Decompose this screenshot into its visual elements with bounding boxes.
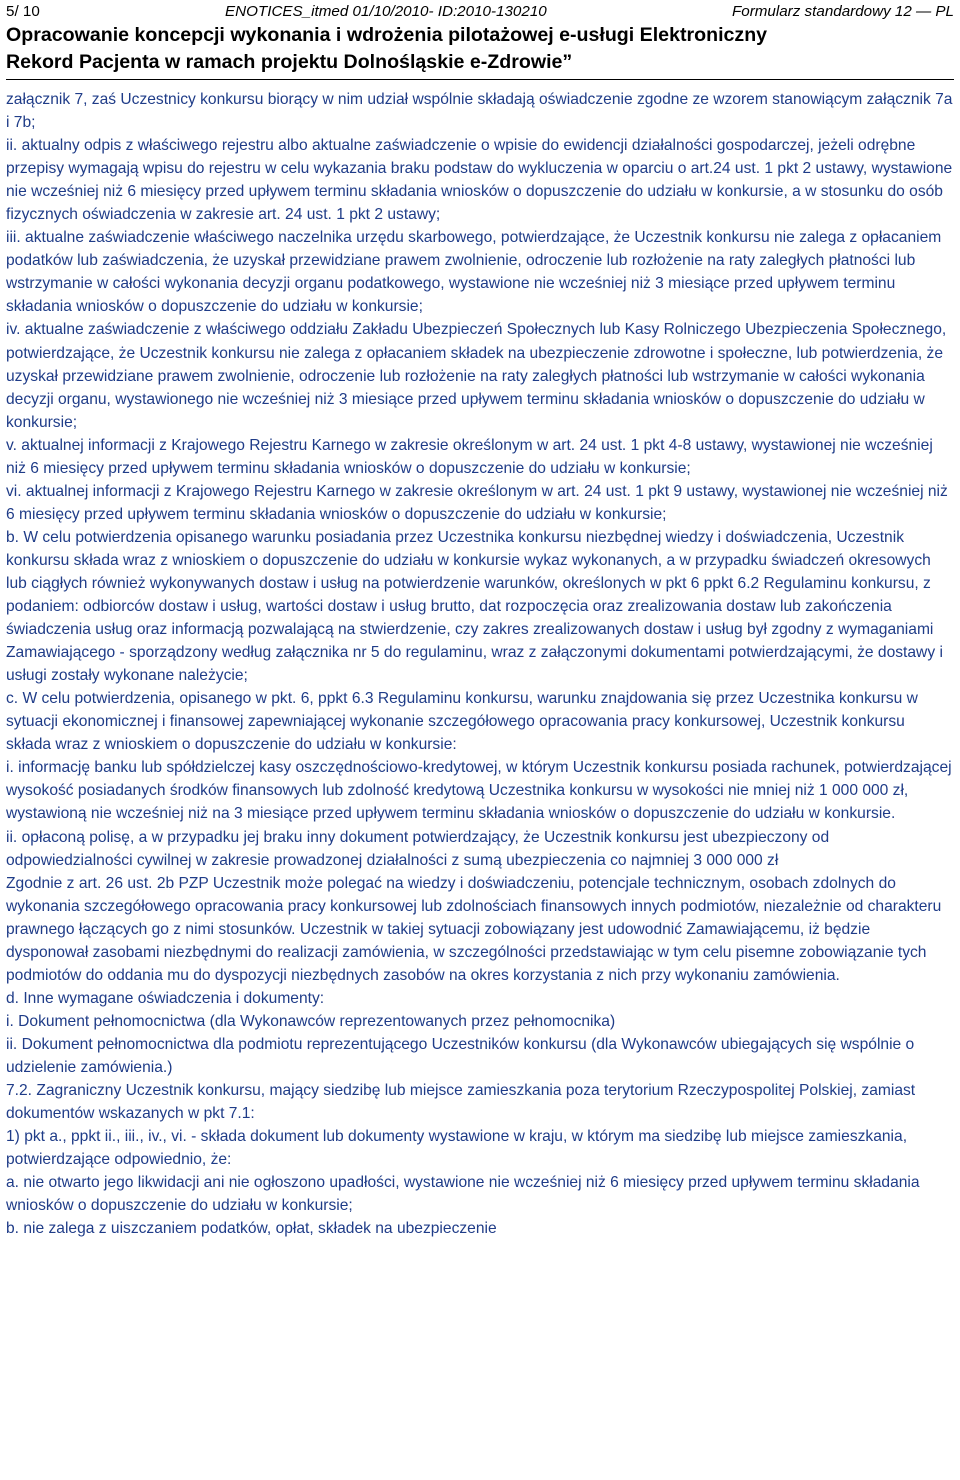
notice-id: ENOTICES_itmed 01/10/2010- ID:2010-130210: [225, 2, 547, 20]
header-divider: [6, 79, 954, 80]
paragraph: ii. opłaconą polisę, a w przypadku jej braku inny dokument potwierdzający, że Uczestnik konkursu jest ubezpieczony od odpowiedzialności cywilnej w zakresie prowadzonej działalności z sumą ubezpieczenia co najmniej 3 000 000 zł: [6, 828, 830, 869]
paragraph: 1) pkt a., ppkt ii., iii., iv., vi. - składa dokument lub dokumenty wystawione w kraju, w którym ma siedzibę lub miejsce zamieszkania, potwierdzające odpowiednio, że:: [6, 1128, 908, 1169]
document-title: [6, 22, 954, 76]
paragraph: i. informację banku lub spółdzielczej kasy oszczędnościowo-kredytowej, w którym Uczestnik konkursu posiada rachunek, potwierdzającej wysokość posiadanych środków finansowych lub zdolność kredytową Uczestnika konkursu w wysokości nie mniej niż 1 000 000 zł, wystawioną nie wcześniej niż na 3 miesiące przed upływem terminu składania wniosków o dopuszczenie do udziału w konkursie.: [6, 759, 952, 823]
form-label: Formularz standardowy 12 — PL: [731, 2, 954, 20]
paragraph: ii. aktualny odpis z właściwego rejestru albo aktualne zaświadczenie o wpisie do ewidencji działalności gospodarczej, jeżeli odrębne przepisy wymagają wpisu do rejestru w celu wykazania braku podstaw do wykluczenia w oparciu o art.24 ust. 1 pkt 2 ustawy, wystawione nie wcześniej niż 6 miesięcy przed upływem terminu składania wniosków o dopuszczenie do udziału w konkursie, a w stosunku do osób fizycznych oświadczenia w zakresie art. 24 ust. 1 pkt 2 ustawy;: [6, 137, 953, 224]
paragraph: d. Inne wymagane oświadczenia i dokumenty:: [6, 989, 325, 1007]
paragraph: b. W celu potwierdzenia opisanego warunku posiadania przez Uczestnika konkursu niezbędnej wiedzy i doświadczenia, Uczestnik konkursu składa wraz z wnioskiem o dopuszczenie do udziału w konkursie wykaz wykonanych, a w przypadku świadczeń okresowych lub ciągłych również wykonywanych dostaw i usług na potwierdzenie warunków, określonych w pkt 6 ppkt 6.2 Regulaminu konkursu, z podaniem: odbiorców dostaw i usług, wartości dostaw i usług brutto, dat rozpoczęcia oraz zrealizowania dostaw lub zakończenia świadczenia usług oraz informacją pozwalającą na stwierdzenie, czy zakres zrealizowanych dostaw i usług był zgodny z wymaganiami Zamawiającego - sporządzony według załącznika nr 5 do regulaminu, wraz z załączonymi dokumentami potwierdzającymi, że dostawy i usługi zostały wykonane należycie;: [6, 528, 943, 685]
paragraph: b. nie zalega z uiszczaniem podatków, opłat, składek na ubezpieczenie: [6, 1220, 497, 1238]
paragraph: ii. Dokument pełnomocnictwa dla podmiotu reprezentującego Uczestników konkursu (dla Wykonawców ubiegających się wspólnie o udzielenie zamówienia.): [6, 1035, 915, 1076]
page-header: [6, 0, 954, 22]
paragraph: iv. aktualne zaświadczenie z właściwego oddziału Zakładu Ubezpieczeń Społecznych lub Kasy Rolniczego Ubezpieczenia Społecznego, potwierdzające, że Uczestnik konkursu nie zalega z opłacaniem składek na ubezpieczenie zdrowotne i społeczne, lub potwierdzenia, że uzyskał przewidziane prawem zwolnienie, odroczenie lub rozłożenie na raty zaległych płatności lub wstrzymanie w całości wykonania decyzji organu, wystawionego nie wcześniej niż 3 miesiące przed upływem terminu składania wniosków o dopuszczenie do udziału w konkursie;: [6, 321, 947, 431]
paragraph: iii. aktualne zaświadczenie właściwego naczelnika urzędu skarbowego, potwierdzające, że Uczestnik konkursu nie zalega z opłacaniem podatków lub zaświadczenia, że uzyskał przewidziane prawem zwolnienie, odroczenie lub rozłożenie na raty zaległych płatności lub wstrzymanie w całości wykonania decyzji organu podatkowego, wystawione nie wcześniej niż 3 miesiące przed upływem terminu składania wniosków o dopuszczenie do udziału w konkursie;: [6, 229, 942, 316]
paragraph: załącznik 7, zaś Uczestnicy konkursu biorący w nim udział wspólnie składają oświadczenie zgodne ze wzorem stanowiącym załącznik 7a i 7b;: [6, 91, 953, 132]
paragraph: v. aktualnej informacji z Krajowego Rejestru Karnego w zakresie określonym w art. 24 ust. 1 pkt 4-8 ustawy, wystawionej nie wcześniej niż 6 miesięcy przed upływem terminu składania wniosków o dopuszczenie do udziału w konkursie;: [6, 436, 933, 477]
paragraph: vi. aktualnej informacji z Krajowego Rejestru Karnego w zakresie określonym w art. 24 ust. 1 pkt 9 ustawy, wystawionej nie wcześniej niż 6 miesięcy przed upływem terminu składania wniosków o dopuszczenie do udziału w konkursie;: [6, 482, 948, 523]
document-body: [6, 88, 954, 1240]
paragraph: i. Dokument pełnomocnictwa (dla Wykonawców reprezentowanych przez pełnomocnika): [6, 1012, 616, 1030]
paragraph: a. nie otwarto jego likwidacji ani nie ogłoszono upadłości, wystawione nie wcześniej niż 6 miesięcy przed upływem terminu składania wniosków o dopuszczenie do udziału w konkursie;: [6, 1174, 920, 1215]
title-line-1: Opracowanie koncepcji wykonania i wdrożenia pilotażowej e-usługi Elektroniczny: [6, 24, 768, 46]
title-line-2: Rekord Pacjenta w ramach projektu Dolnośląskie e-Zdrowie”: [6, 51, 573, 73]
paragraph: c. W celu potwierdzenia, opisanego w pkt. 6, ppkt 6.3 Regulaminu konkursu, warunku znajdowania się przez Uczestnika konkursu w sytuacji ekonomicznej i finansowej zapewniającej wykonanie szczegółowego opracowania pracy konkursowej, Uczestnik konkursu składa wraz z wnioskiem o dopuszczenie do udziału w konkursie:: [6, 690, 918, 754]
paragraph: Zgodnie z art. 26 ust. 2b PZP Uczestnik może polegać na wiedzy i doświadczeniu, potencjale technicznym, osobach zdolnych do wykonania szczegółowego opracowania pracy konkursowej lub zdolnościach finansowych innych podmiotów, niezależnie od charakteru prawnego łączących go z nimi stosunków. Uczestnik w takiej sytuacji zobowiązany jest udowodnić Zamawiającemu, iż będzie dysponował zasobami niezbędnymi do realizacji zamówienia, w szczególności przedstawiając w tym celu pisemne zobowiązanie tych podmiotów do oddania mu do dyspozycji niezbędnych zasobów na okres korzystania z nich przy wykonaniu zamówienia.: [6, 874, 942, 984]
page-number: 5/ 10: [6, 2, 40, 20]
paragraph: 7.2. Zagraniczny Uczestnik konkursu, mający siedzibę lub miejsce zamieszkania poza terytorium Rzeczypospolitej Polskiej, zamiast dokumentów wskazanych w pkt 7.1:: [6, 1082, 916, 1123]
